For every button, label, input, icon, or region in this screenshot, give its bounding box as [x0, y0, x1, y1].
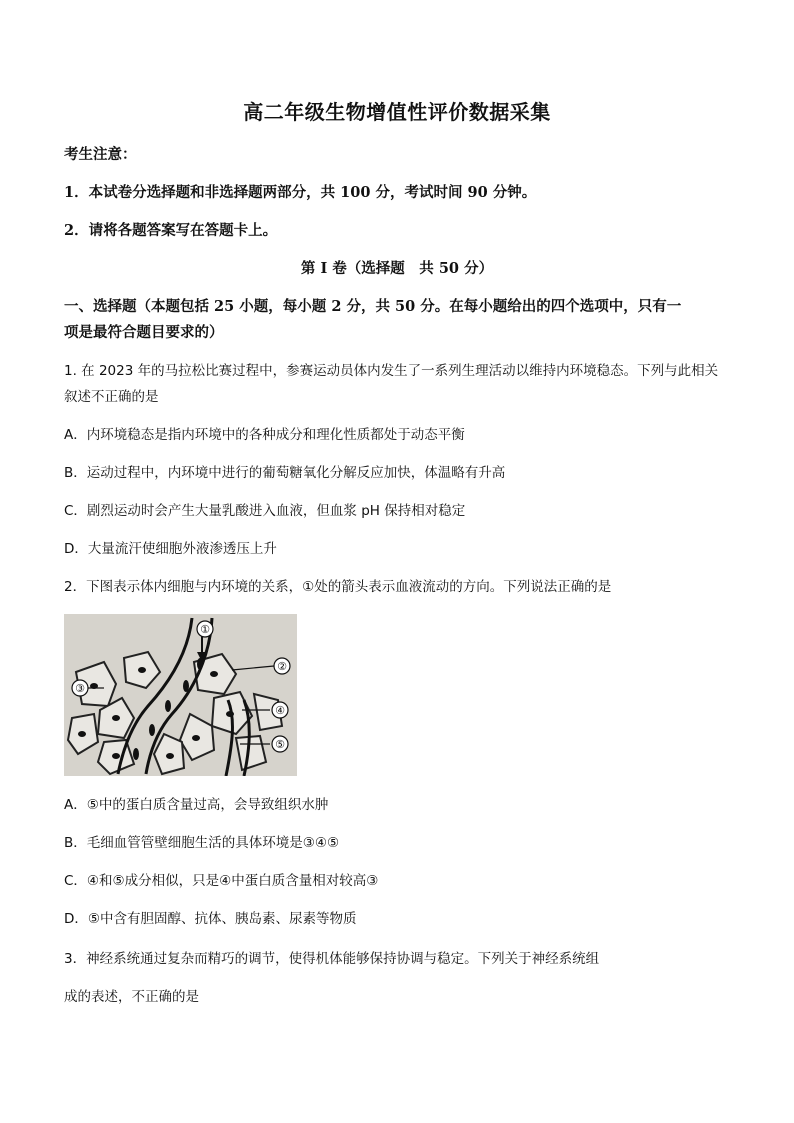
- question-1-option-d: D．大量流汗使细胞外液渗透压上升: [64, 541, 277, 557]
- cell-nucleus: [112, 715, 120, 721]
- question-2-option-d: D．⑤中含有胆固醇、抗体、胰岛素、尿素等物质: [64, 911, 357, 927]
- blood-cell: [165, 700, 171, 712]
- cell-nucleus: [138, 667, 146, 673]
- notice-item-2: 2．请将各题答案写在答题卡上。: [64, 222, 278, 239]
- section-title: 第 I 卷（选择题 共 50 分）: [300, 260, 494, 277]
- cell-nucleus: [112, 753, 120, 759]
- question-2-option-c: C．④和⑤成分相似，只是④中蛋白质含量相对较高③: [64, 873, 379, 889]
- question-3-stem-line2: 成的表述，不正确的是: [64, 989, 199, 1005]
- cell-nucleus: [78, 731, 86, 737]
- question-2-option-a: A．⑤中的蛋白质含量过高，会导致组织水肿: [64, 797, 329, 813]
- blood-cell: [133, 748, 139, 760]
- figure-label-4: ④: [275, 704, 285, 717]
- cell-nucleus: [166, 753, 174, 759]
- figure-label-1: ①: [200, 623, 210, 636]
- figure-label-2: ②: [277, 660, 287, 673]
- part-one-instructions-line1: 一、选择题（本题包括 25 小题，每小题 2 分，共 50 分。在每小题给出的四个选项中，只有一: [64, 298, 682, 315]
- question-1-option-b: B．运动过程中，内环境中进行的葡萄糖氧化分解反应加快，体温略有升高: [64, 465, 506, 481]
- figure-label-5: ⑤: [275, 738, 285, 751]
- blood-cell: [183, 680, 189, 692]
- question-3-stem-line1: 3．神经系统通过复杂而精巧的调节，使得机体能够保持协调与稳定。下列关于神经系统组: [64, 951, 600, 967]
- question-1-stem-line1: 1. 在 2023 年的马拉松比赛过程中，参赛运动员体内发生了一系列生理活动以维持内环境稳态。下列与此相关: [64, 363, 719, 379]
- part-one-instructions-line2: 项是最符合题目要求的）: [64, 324, 224, 341]
- blood-cell: [149, 724, 155, 736]
- cell-nucleus: [192, 735, 200, 741]
- notice-heading: 考生注意：: [64, 146, 137, 163]
- question-1-option-c: C．剧烈运动时会产生大量乳酸进入血液，但血浆 pH 保持相对稳定: [64, 503, 466, 519]
- question-2-option-b: B．毛细血管管壁细胞生活的具体环境是③④⑤: [64, 835, 340, 851]
- question-1-option-a: A．内环境稳态是指内环境中的各种成分和理化性质都处于动态平衡: [64, 427, 465, 443]
- tissue-diagram: [64, 614, 297, 776]
- notice-item-1: 1．本试卷分选择题和非选择题两部分，共 100 分，考试时间 90 分钟。: [64, 184, 537, 201]
- question-2-stem: 2．下图表示体内细胞与内环境的关系，①处的箭头表示血液流动的方向。下列说法正确的是: [64, 579, 612, 595]
- page-title: 高二年级生物增值性评价数据采集: [243, 100, 551, 124]
- question-1-stem-line2: 叙述不正确的是: [64, 389, 159, 405]
- cell-nucleus: [210, 671, 218, 677]
- figure-label-3: ③: [75, 682, 85, 695]
